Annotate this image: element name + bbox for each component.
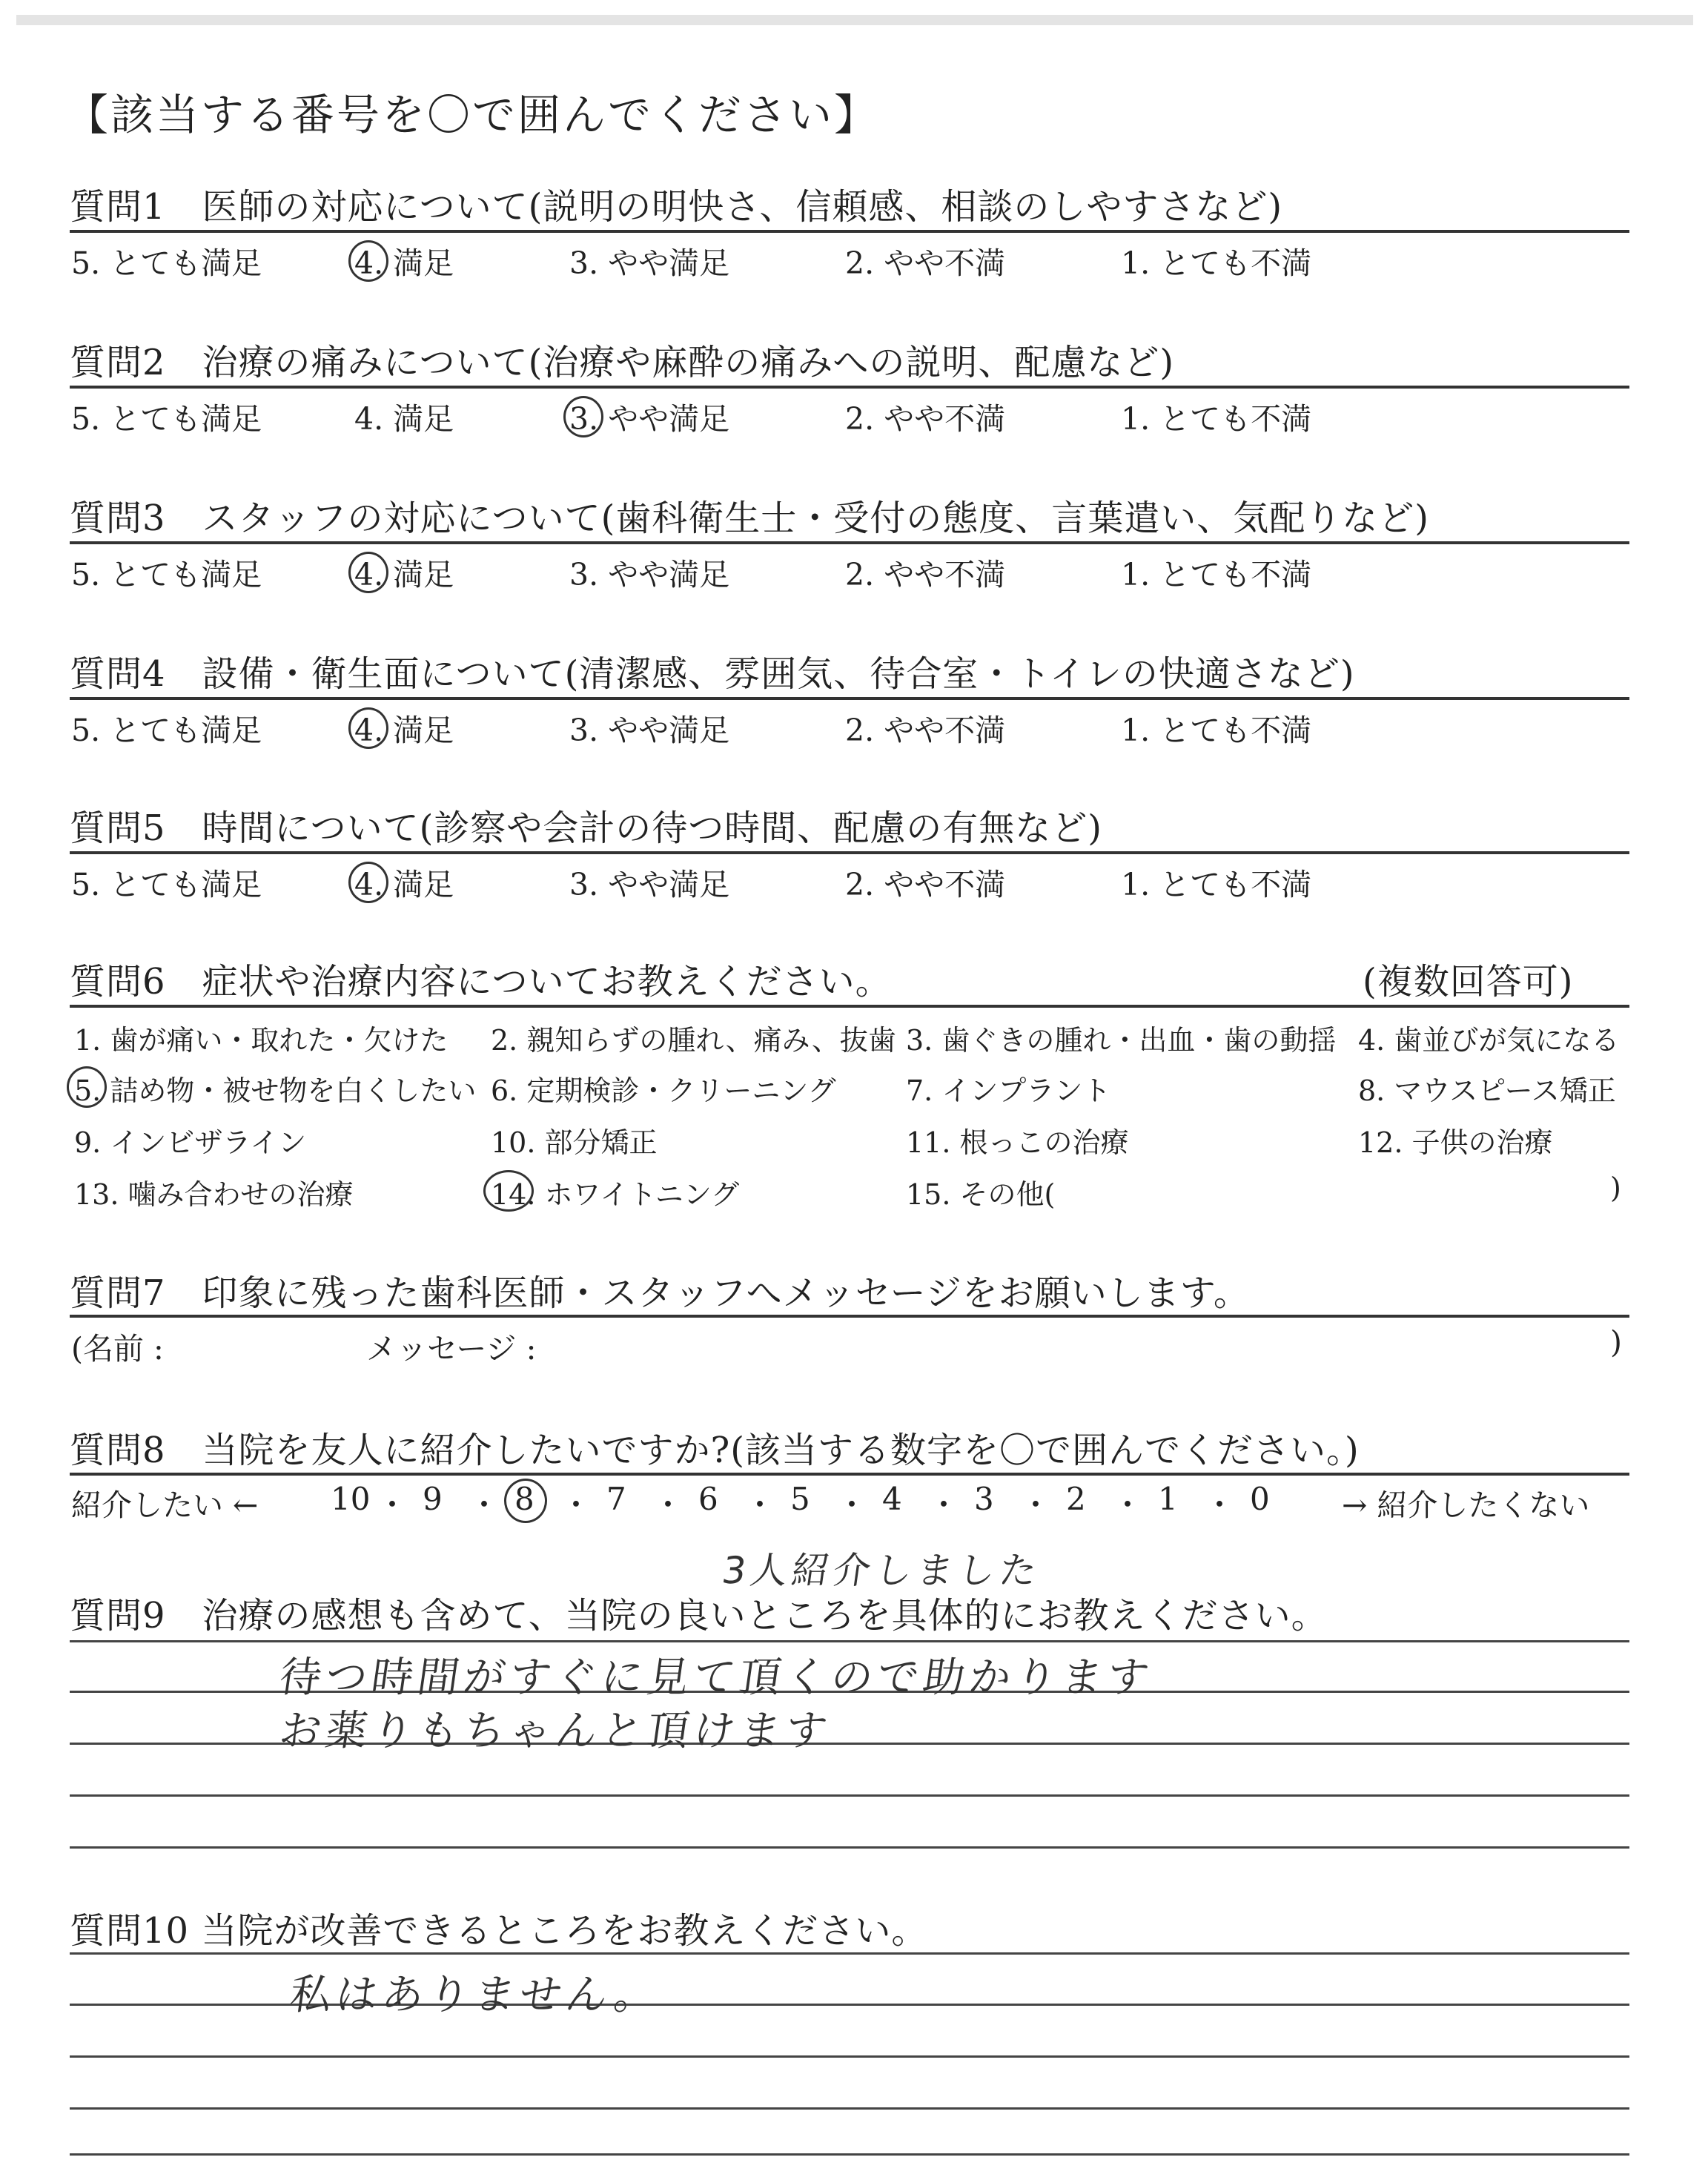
q7-close-paren: ) xyxy=(1610,1324,1622,1360)
q5-option-4[interactable]: 4. 満足 xyxy=(354,867,454,902)
q2-selection-circle xyxy=(563,396,603,437)
q1-selection-circle xyxy=(348,240,388,282)
q8-scale-8[interactable]: 8 xyxy=(514,1481,534,1517)
q2-rule xyxy=(70,386,1629,389)
q3-selection-circle xyxy=(348,552,388,593)
q7-name-label: (名前 : xyxy=(71,1331,164,1367)
q10-line-1 xyxy=(70,1952,1629,1955)
q9-line-5 xyxy=(70,1846,1629,1849)
q1-option-1[interactable]: 1. とても不満 xyxy=(1121,245,1312,281)
q8-scale-6[interactable]: 6 xyxy=(698,1481,718,1517)
q5-rule xyxy=(70,851,1629,854)
q5-option-2[interactable]: 2. やや不満 xyxy=(845,867,1006,902)
q8-scale-separator: ・ xyxy=(560,1487,592,1523)
q6-item-14[interactable]: 14. ホワイトニング xyxy=(491,1178,740,1211)
q3-title: 質問3 スタッフの対応について(歯科衛生士・受付の態度、言葉遣い、気配りなど) xyxy=(70,498,1430,539)
q6-item-8[interactable]: 8. マウスピース矯正 xyxy=(1358,1074,1616,1107)
q3-option-5[interactable]: 5. とても満足 xyxy=(71,557,262,592)
q5-option-5[interactable]: 5. とても満足 xyxy=(71,867,262,902)
q8-scale-7[interactable]: 7 xyxy=(606,1481,626,1517)
q8-scale-2[interactable]: 2 xyxy=(1066,1481,1086,1517)
q5-selection-circle xyxy=(348,862,388,903)
q4-option-4[interactable]: 4. 満足 xyxy=(354,713,454,748)
q3-option-3[interactable]: 3. やや満足 xyxy=(569,557,730,592)
q8-scale-9[interactable]: 9 xyxy=(423,1481,443,1517)
q8-rule xyxy=(70,1473,1629,1476)
q4-option-3[interactable]: 3. やや満足 xyxy=(569,713,730,748)
q6-title: 質問6 症状や治療内容についてお教えください。 xyxy=(70,961,892,1003)
q6-item-4[interactable]: 4. 歯並びが気になる xyxy=(1358,1024,1620,1057)
q1-option-4[interactable]: 4. 満足 xyxy=(354,245,454,281)
q4-option-2[interactable]: 2. やや不満 xyxy=(845,713,1006,748)
q6-item-7[interactable]: 7. インプラント xyxy=(906,1074,1111,1107)
q6-item-2[interactable]: 2. 親知らずの腫れ、痛み、抜歯 xyxy=(491,1024,896,1057)
q9-title: 質問9 治療の感想も含めて、当院の良いところを具体的にお教えください。 xyxy=(70,1595,1328,1636)
q10-answer-1: 私はありません。 xyxy=(286,1971,664,2019)
q6-item-13[interactable]: 13. 噛み合わせの治療 xyxy=(74,1178,354,1211)
q10-line-3 xyxy=(70,2055,1629,2058)
q6-other-close-paren: ) xyxy=(1610,1172,1621,1204)
q8-scale-separator: ・ xyxy=(377,1487,408,1523)
q8-left-label: 紹介したい ← xyxy=(71,1487,259,1523)
q1-option-5[interactable]: 5. とても満足 xyxy=(71,245,262,281)
q6-item-12[interactable]: 12. 子供の治療 xyxy=(1358,1126,1553,1159)
q6-note: (複数回答可) xyxy=(1363,961,1574,1003)
q8-scale-3[interactable]: 3 xyxy=(974,1481,994,1517)
page-heading: 【該当する番号を〇で囲んでください】 xyxy=(65,90,880,140)
q1-rule xyxy=(70,230,1629,233)
q3-option-4[interactable]: 4. 満足 xyxy=(354,557,454,592)
q3-rule xyxy=(70,541,1629,544)
q3-option-2[interactable]: 2. やや不満 xyxy=(845,557,1006,592)
q4-title: 質問4 設備・衛生面について(清潔感、雰囲気、待合室・トイレの快適さなど) xyxy=(70,653,1355,695)
q7-title: 質問7 印象に残った歯科医師・スタッフへメッセージをお願いします。 xyxy=(70,1272,1250,1314)
q6-rule xyxy=(70,1005,1629,1008)
q4-selection-circle xyxy=(348,707,388,749)
q6-item-10[interactable]: 10. 部分矯正 xyxy=(491,1126,658,1159)
q8-handwritten-note: 3人紹介しました xyxy=(719,1549,1045,1592)
q10-title: 質問10 当院が改善できるところをお教えください。 xyxy=(70,1910,928,1952)
q2-option-1[interactable]: 1. とても不満 xyxy=(1121,401,1312,437)
q6-item-3[interactable]: 3. 歯ぐきの腫れ・出血・歯の動揺 xyxy=(906,1024,1337,1057)
q8-scale-separator: ・ xyxy=(1112,1487,1144,1523)
q8-scale-10[interactable]: 10 xyxy=(331,1481,371,1517)
q6-item-9[interactable]: 9. インビザライン xyxy=(74,1126,307,1159)
q2-title: 質問2 治療の痛みについて(治療や麻酔の痛みへの説明、配慮など) xyxy=(70,342,1175,383)
q8-title: 質問8 当院を友人に紹介したいですか?(該当する数字を〇で囲んでください。) xyxy=(70,1430,1360,1471)
q6-item-6[interactable]: 6. 定期検診・クリーニング xyxy=(491,1074,836,1107)
q5-option-1[interactable]: 1. とても不満 xyxy=(1121,867,1312,902)
q6-item-1[interactable]: 1. 歯が痛い・取れた・欠けた xyxy=(74,1024,448,1057)
q6-selection-circle-14 xyxy=(483,1170,534,1212)
q8-scale-separator: ・ xyxy=(928,1487,960,1523)
q4-option-5[interactable]: 5. とても満足 xyxy=(71,713,262,748)
q8-scale-5[interactable]: 5 xyxy=(790,1481,810,1517)
q8-selection-circle xyxy=(504,1479,547,1523)
q6-item-15[interactable]: 15. その他( xyxy=(906,1178,1056,1211)
q6-item-5[interactable]: 5. 詰め物・被せ物を白くしたい xyxy=(74,1074,477,1107)
q8-scale-separator: ・ xyxy=(469,1487,500,1523)
q8-scale-separator: ・ xyxy=(652,1487,684,1523)
q6-selection-circle-5 xyxy=(67,1066,107,1108)
q8-scale-separator: ・ xyxy=(1204,1487,1236,1523)
q8-scale-separator: ・ xyxy=(744,1487,776,1523)
q8-scale-0[interactable]: 0 xyxy=(1250,1481,1270,1517)
q5-title: 質問5 時間について(診察や会計の待つ時間、配慮の有無など) xyxy=(70,807,1103,849)
q2-option-4[interactable]: 4. 満足 xyxy=(354,401,454,437)
q2-option-2[interactable]: 2. やや不満 xyxy=(845,401,1006,437)
q1-title: 質問1 医師の対応について(説明の明快さ、信頼感、相談のしやすさなど) xyxy=(70,186,1283,228)
q8-scale-separator: ・ xyxy=(1020,1487,1052,1523)
q4-rule xyxy=(70,697,1629,700)
q7-message-label: メッセージ : xyxy=(366,1331,537,1367)
q10-line-5 xyxy=(70,2153,1629,2156)
q4-option-1[interactable]: 1. とても不満 xyxy=(1121,713,1312,748)
q8-scale-separator: ・ xyxy=(836,1487,868,1523)
q8-right-label: → 紹介したくない xyxy=(1342,1487,1590,1523)
q9-line-4 xyxy=(70,1794,1629,1797)
q3-option-1[interactable]: 1. とても不満 xyxy=(1121,557,1312,592)
q1-option-2[interactable]: 2. やや不満 xyxy=(845,245,1006,281)
scan-top-edge xyxy=(16,15,1693,25)
q8-scale-4[interactable]: 4 xyxy=(882,1481,902,1517)
q9-answer-2: お薬りもちゃんと頂けます xyxy=(276,1707,835,1755)
q2-option-3[interactable]: 3. やや満足 xyxy=(569,401,730,437)
q7-rule xyxy=(70,1315,1629,1318)
q9-line-1 xyxy=(70,1640,1629,1642)
q8-scale-1[interactable]: 1 xyxy=(1158,1481,1178,1517)
q5-option-3[interactable]: 3. やや満足 xyxy=(569,867,730,902)
q6-item-11[interactable]: 11. 根っこの治療 xyxy=(906,1126,1129,1159)
q2-option-5[interactable]: 5. とても満足 xyxy=(71,401,262,437)
q10-line-4 xyxy=(70,2107,1629,2110)
q9-answer-1: 待つ時間がすぐに見て頂くので助かります xyxy=(276,1654,1156,1702)
q1-option-3[interactable]: 3. やや満足 xyxy=(569,245,730,281)
